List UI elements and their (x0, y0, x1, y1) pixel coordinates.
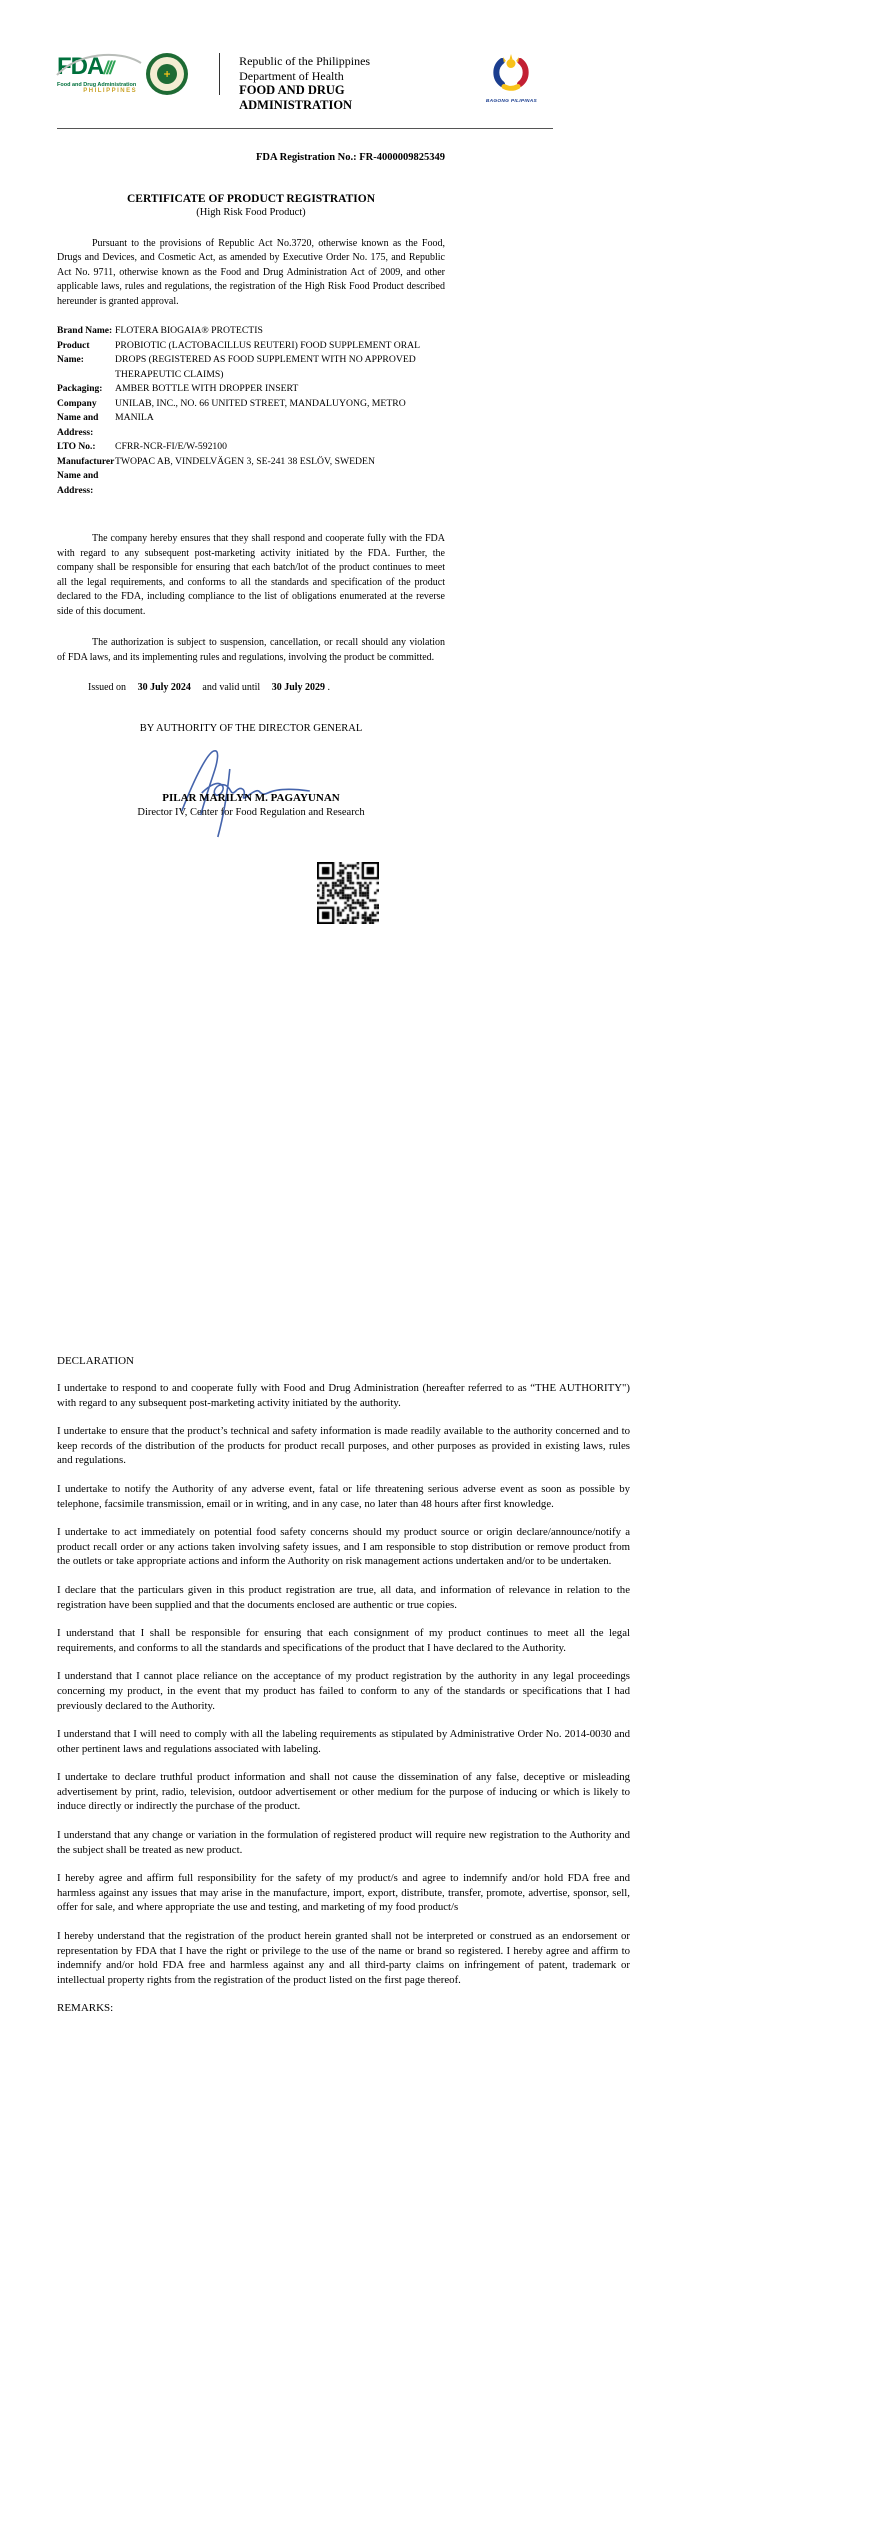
fda-logo-line1: Food and Drug Administration (57, 82, 137, 88)
field-value: CFRR-NCR-FI/E/W-592100 (115, 441, 227, 452)
declaration-paragraphs (57, 1381, 630, 1987)
valid-until-label: and valid until (202, 682, 261, 693)
field-label: Brand Name: (57, 326, 113, 336)
bagong-pilipinas-logo (486, 51, 537, 104)
document-header (57, 53, 537, 112)
signature-block (57, 791, 445, 820)
field-label: Manufacturer Name and Address: (57, 456, 115, 496)
field-value: AMBER BOTTLE WITH DROPPER INSERT (115, 383, 299, 394)
field-value: FLOTERA BIOGAIA® PROTECTIS (115, 325, 263, 336)
field-row (57, 397, 445, 441)
field-label: Product Name: (57, 340, 90, 365)
fda-logo-line2: PHILIPPINES (83, 88, 138, 94)
doh-seal-icon (146, 53, 188, 95)
signatory-position: Director IV, Center for Food Regulation and Research (137, 806, 365, 818)
registration-number-line (57, 151, 445, 166)
declaration-section (57, 1355, 630, 2014)
declaration-paragraph: I declare that the particulars given in this product registration are true, all data, and information of relevance in relation to the registration have been supplied and that the documents enclosed are authentic or true copies. (57, 1583, 630, 1611)
document-subtitle: (High Risk Food Product) (196, 207, 306, 218)
field-row (57, 339, 445, 383)
issuance-line (57, 681, 445, 696)
declaration-paragraph: I undertake to respond to and cooperate fully with Food and Drug Administration (hereafter referred to as “THE AUTHORITY") with regard to any subsequent post-marketing activity initiated by the authority. (57, 1382, 630, 1409)
org-title-block (239, 53, 450, 112)
product-fields (57, 324, 445, 498)
header-rule (57, 128, 553, 129)
authorization-paragraph: The authorization is subject to suspension, cancellation, or recall should any violation of FDA laws, and its implementing rules and regulations, involving the product be committed. (57, 637, 445, 663)
authority-line: BY AUTHORITY OF THE DIRECTOR GENERAL (139, 722, 363, 734)
field-row (57, 455, 445, 499)
bagong-pilipinas-icon (490, 51, 532, 93)
field-row (57, 440, 445, 455)
fda-logo-icon (57, 55, 137, 94)
certificate-body (57, 151, 445, 924)
declaration-paragraph: I hereby agree and affirm full responsibility for the safety of my product/s and agree to indemnify and/or hold FDA free and harmless against any issues that may arise in the manufacture, import, export, distribute, transfer, promote, advertise, sponsor, sell, offer for sale, and where appropriate the use and testing, and marketing of my food product/s (57, 1872, 630, 1914)
issued-on-label: Issued on (88, 682, 127, 693)
field-value: UNILAB, INC., NO. 66 UNITED STREET, MANDALUYONG, METRO MANILA (115, 397, 406, 423)
fda-logo-acronym: FDA/// (57, 55, 137, 80)
declaration-paragraph: I hereby understand that the registration of the product herein granted shall not be interpreted or construed as an endorsement or representation by FDA that I have the right or privilege to the use of the name or brand so registered. I hereby agree and affirm to indemnify and/or hold FDA free and harmless against any and all third-party claims on infringement of patent, trademark or intellectual property rights from the registration of the product listed on the first page thereof. (57, 1930, 630, 1986)
field-value: PROBIOTIC (LACTOBACILLUS REUTERI) FOOD SUPPLEMENT ORAL DROPS (REGISTERED AS FOOD SUPPLEMENT WITH NO APPROVED THERAPEUTIC CLAIMS) (115, 339, 420, 380)
declaration-paragraph: I understand that I shall be responsible for ensuring that each consignment of my product continues to meet all the legal requirements, and conforms to all the standards and specifications of the product that I have declared to the Authority. (57, 1627, 630, 1654)
registration-number-label: FDA Registration No.: (256, 152, 357, 163)
expiry-date: 30 July 2029 (271, 682, 326, 693)
registration-number-value: FR-4000009825349 (359, 152, 445, 163)
field-label: Packaging: (57, 384, 103, 394)
org-line-fda: FOOD AND DRUG ADMINISTRATION (239, 83, 353, 112)
field-label: Company Name and Address: (57, 398, 99, 438)
intro-paragraph: Pursuant to the provisions of Republic Act No.3720, otherwise known as the Food, Drugs and Devices, and Cosmetic Act, as amended by Executive Order No. 175, and Republic Act No. 9711, otherwise known as the Food and Drug Administration Act of 2009, and other applicable laws, rules and regulations, the registration of the High Risk Food Product described hereunder is granted approval. (57, 237, 445, 307)
field-label: LTO No.: (57, 442, 96, 452)
org-line-republic: Republic of the Philippines (239, 54, 371, 68)
signatory-name: PILAR MARILYN M. PAGAYUNAN (162, 792, 340, 804)
declaration-paragraph: I undertake to notify the Authority of any adverse event, fatal or life threatening serious adverse event as soon as possible by telephone, facsimile transmission, email or in writing, and in any case, no later than 48 hours after first knowledge. (57, 1482, 630, 1510)
field-row (57, 382, 445, 397)
declaration-paragraph: I undertake to declare truthful product information and shall not cause the dissemination of any false, deceptive or misleading advertisement by print, radio, television, outdoor advertisement or other medium for the purpose of inducing or which is likely to induce directly or indirectly the purchase of the product. (57, 1771, 630, 1813)
header-divider (219, 53, 220, 95)
org-line-department: Department of Health (239, 68, 344, 83)
bagong-pilipinas-label: BAGONG PILIPINAS (485, 99, 537, 104)
issuance-period: . (327, 682, 331, 693)
remarks-label: REMARKS: (57, 2002, 114, 2015)
issue-date: 30 July 2024 (137, 682, 191, 693)
qr-code (317, 862, 379, 924)
field-row (57, 324, 445, 339)
declaration-heading: DECLARATION (57, 1355, 134, 1367)
declaration-paragraph: I understand that I cannot place reliance on the acceptance of my product registration by the authority in any legal proceedings concerning my product, in the event that my product has failed to conform to any of the standards or specifications that I had previously declared to the Authority. (57, 1670, 630, 1712)
fda-swoosh-icon (55, 51, 143, 81)
field-value: TWOPAC AB, VINDELVÄGEN 3, SE-241 38 ESLÖV, SWEDEN (115, 455, 375, 467)
declaration-paragraph: I understand that any change or variation in the formulation of registered product will require new registration to the Authority and the subject shall be treated as new product. (57, 1829, 630, 1856)
declaration-paragraph: I undertake to act immediately on potential food safety concerns should my product source or origin declare/announce/notify a product recall order or any actions taken involving safety issues, and I am responsible to stop distribution or remove product from the outlets or take appropriate actions and inform the Authority on risk management actions undertaken and/or to be undertaken. (57, 1526, 630, 1568)
assurance-paragraph: The company hereby ensures that they shall respond and cooperate fully with the FDA with regard to any subsequent post-marketing activity initiated by the FDA. Further, the company shall be responsible for ensuring that each batch/lot of the product continues to meet all the legal requirements, and conforms to all the standards and specification of the product declared to the FDA, including compliance to the list of obligations enumerated at the reverse side of this document. (57, 533, 445, 617)
declaration-paragraph: I understand that I will need to comply with all the labeling requirements as stipulated by Administrative Order No. 2014-0030 and other pertinent laws and regulations associated with labeling. (57, 1728, 630, 1755)
declaration-paragraph: I undertake to ensure that the product’s technical and safety information is made readily available to the authority concerned and to keep records of the distribution of the products for product recall purposes, and other purposes as provided in existing laws, rules and regulations. (57, 1425, 630, 1467)
document-title: CERTIFICATE OF PRODUCT REGISTRATION (126, 192, 376, 205)
